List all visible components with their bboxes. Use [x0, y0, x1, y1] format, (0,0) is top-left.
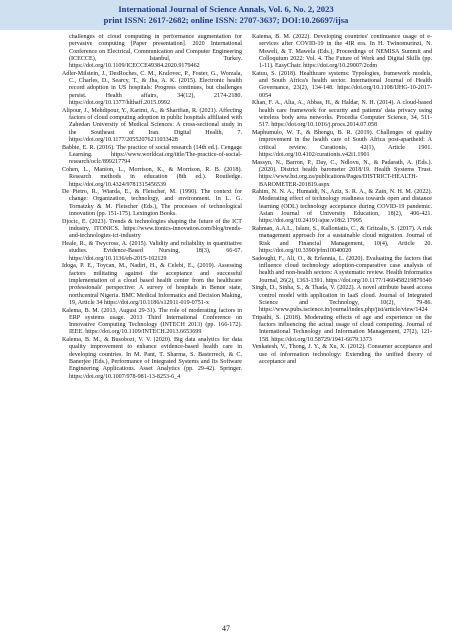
reference-entry: De Pietro, R., Wiarda, E., & Fleischer, M. (1990). The context for change: Organization, technology, and environment. In L. G. Tornatzky & M. Fleischer (Eds.), The processes of technological innovation (pp. 151-175). Lexington Books.: [62, 189, 242, 218]
reference-entry: Djocic, E. (2023). Trends & technologies shaping the future of the ICT industry. ITONICS. https://www.itonics-innovation.com/blog/trends-and-technologies-ict-industry: [62, 218, 242, 240]
reference-columns: [62, 34, 432, 620]
journal-title: International Journal of Science Annals, Vol. 6, No. 2, 2023: [118, 4, 334, 14]
reference-entry: Maphumulo, W. T., & Bhengu, B. R. (2019). Challenges of quality improvement in the health care of South Africa post-apartheid: A critical review. Curationis, 42(1), Article 1901. https://doi.org/10.4102/curationis.v42i1.1901: [252, 130, 432, 158]
reference-entry: Khan, F. A., Alia, A., Abbas, H., & Haldar, N. H. (2014). A cloud-based health care framework for security and patients' data privacy using wireless body area networks. Procedia Computer Science, 34, 511-517. https://doi.org/10.1016/j.procs.2014.07.058: [252, 100, 432, 129]
reference-entry: Venkatesh, V., Thong, J. Y., & Xu, X. (2012). Consumer acceptance and use of information technology: Extending the unified theory of acceptance and: [252, 344, 432, 365]
reference-entry: Kalema, B. M., & Busobozi, V. V. (2020). Big data analytics for data quality improvement to enhance evidence-based health care in developing countries. In M. Pant, T. Sharma, S. Basterrech, & C. Banerjee (Eds.), Performance of Integrated Systems and Its Software Engineering Applications. Asset Analytics (pp. 29-42). Springer. https://doi.org/10.1007/978-981-13-8253-6_4: [62, 337, 242, 380]
page-number: 47: [222, 624, 230, 633]
journal-header: [0, 0, 452, 30]
journal-issn: print ISSN: 2617-2682; online ISSN: 2707-3637; DOI:10.26697/ijsa: [103, 15, 349, 25]
reference-entry: Rahim, N. N. A., Humaidi, N., Aziz, S. R. A., & Zain, N. H. M. (2022). Moderating effect of technology readiness towards open and distance learning (ODL) technology acceptance during COVID-19 pandemic. Asian Journal of University Education, 18(2), 406-421. https://doi.org/10.24191/ajue.v18i2.17995: [252, 189, 432, 225]
reference-entry: Adler-Milstein, J., DesRoches, C. M., Kralovec, P., Foster, G., Worzala, C., Charles, D., Searcy, T., & Jha, A. K. (2015). Electronic health record adoption in US hospitals: Progress continues, but challenges persist. Health affairs, 34(12), 2174-2180. https://doi.org/10.1377/hlthaff.2015.0992: [62, 70, 242, 107]
reference-entry: challenges of cloud computing in performance augmentation for pervasive computing [Paper presentation]. 2020 International Conference on Electrical, Communication and Computer Engineering (ICECCE), Istanbul, Turkey. https://doi.org/10.1109/ICECCE49384.2020.9179462: [69, 34, 242, 70]
reference-entry: Sadoughi, F., Ali, O., & Erfannia, L. (2020). Evaluating the factors that influence cloud technology adoption-comparative case analysis of health and non-health sectors: A systematic review. Health Informatics Journal, 26(2), 1363-1391. https://doi.org/10.1177/1460458219879340: [252, 255, 432, 284]
reference-entry: Massyn, N., Barron, P., Day, C., Ndlovu, N., & Padarath, A. (Eds.). (2020). District health barometer 2018/19. Health Systems Trust. https://www.hst.org.za/publications/Pages/DISTRICT-HEALTH-BAROMETER-201819.aspx: [252, 159, 432, 188]
reference-entry: Katuu, S. (2018). Healthcare systems: Typologies, framework models, and South Africa's health sector. International Journal of Health Governance, 23(2), 134-148. https://doi.org/10.1108/IJHG-10-2017-0054: [252, 70, 432, 99]
reference-entry: Kalema, B. M. (2022). Developing countries' continuance usage of e-services after COVID-19 in the 4IR era. In H. Twinomurinzi, N. Msweli, & T. Mawela (Eds.), Proceedings of NEMISA Summit and Colloquium 2022: Vol. 4. The Future of Work and Digital Skills (pp. 1-11). EasyChair. https://doi.org/10.29007/2cdm: [252, 34, 432, 70]
reference-entry: Cohen, L., Manion, L., Morrison, K., & Morrison, R. B. (2018). Research methods in education (8th ed.). Routledge. https://doi.org/10.4324/9781315456539: [62, 166, 242, 188]
right-reference-column: [252, 34, 432, 620]
left-reference-column: [62, 34, 242, 620]
reference-entry: Alipour, J., Mehdipour, Y., Karimi, A., & Sharifian, R. (2021). Affecting factors of cloud computing adoption in public hospitals affiliated with Zahedan University of Medical Sciences: A cross-sectional study in the Southeast of Iran. Digital Health, 7. https://doi.org/10.1177/20552076211033428: [62, 107, 242, 143]
reference-entry: Rahman, A.A.L., Islam, S., Kalloniatis, C., & Gritzalis, S. (2017). A risk management approach for a sustainable cloud migration. Journal of Risk and Financial Management, 10(4), Article 20. https://doi.org/10.3390/jrfm10040020: [252, 226, 432, 254]
reference-entry: Babbie, E. R. (2016). The practice of social research (14th ed.). Cengage Learning. https://www.worldcat.org/title/The-practice-of-social-research/oclc/899217794: [62, 144, 242, 166]
reference-entry: Singh, D., Sinha, S., & Thada, V. (2022). A novel attribute based access control model with application in IaaS cloud. Journal of Integrated Science and Technology, 10(2), 79-86. https://www.pubs.iscience.in/journal/index.php/jist/article/view/1424: [252, 285, 432, 314]
reference-entry: Kalema, B. M. (2013, August 29-31). The role of moderating factors in ERP systems usage. 2013 Third International Conference on Innovative Computing Technology (INTECH 2013) (pp. 166-172). IEEE. https://doi.org/10.1109/INTECH.2013.6653699: [62, 307, 242, 336]
reference-entry: Heale, R., & Twycross, A. (2015). Validity and reliability in quantitative studies. Evidence-Based Nursing, 18(3), 66-67. https://doi.org/10.1136/eb-2015-102129: [62, 241, 242, 262]
reference-entry: Idoga, P. E., Toycan, M., Nadiri, H., & Celebi, E., (2019). Assessing factors militating against the acceptance and successful implementation of a cloud based health center from the healthcare professionals' perspective: A survey of hospitals in Benue state, northcentral Nigeria. BMC Medical Informatics and Decision Making, 19, Article 34 https://doi.org/10.1186/s12911-019-0751-x: [62, 263, 242, 306]
reference-entry: Tripathi, S. (2018). Moderating effects of age and experience on the factors influencing the actual usage of cloud computing. Journal of International Technology and Information Management, 27(2), 121-158. https://doi.org/10.58729/1941-6679.1373: [252, 314, 432, 343]
